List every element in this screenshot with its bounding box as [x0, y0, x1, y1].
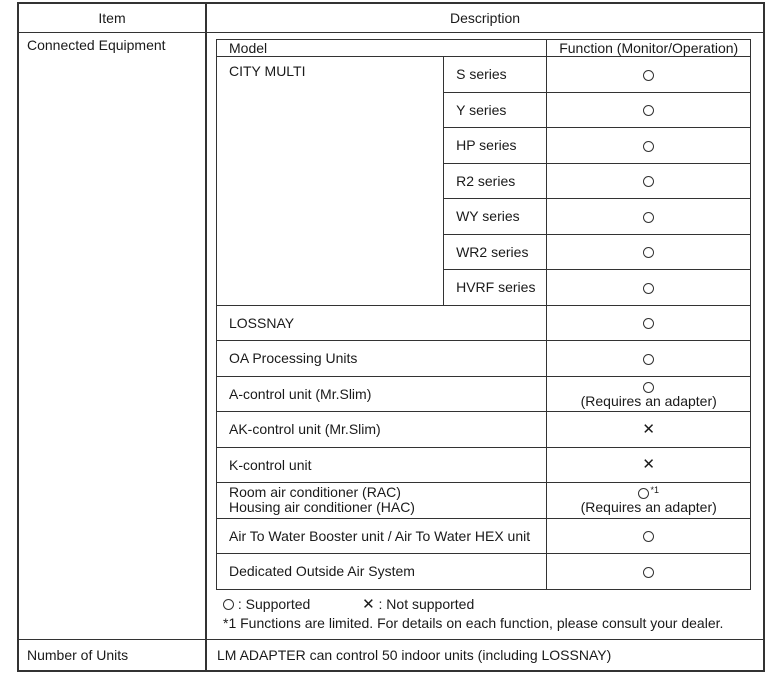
model-name: OA Processing Units: [217, 341, 547, 377]
table-row: [217, 554, 751, 590]
series-name: WY series: [444, 199, 547, 235]
function-cell: [547, 412, 751, 448]
supported-circle-icon: [643, 105, 654, 116]
function-cell: [547, 199, 751, 235]
supported-circle-icon: [638, 488, 649, 499]
adapter-note: (Requires an adapter): [580, 499, 717, 516]
number-of-units-value: LM ADAPTER can control 50 indoor units (including LOSSNAY): [217, 646, 612, 663]
legend-footnote: *1 Functions are limited. For details on each function, please consult your dealer.: [223, 614, 724, 631]
supported-circle-icon: [643, 176, 654, 187]
function-cell: [547, 376, 751, 412]
table-row: [217, 341, 751, 377]
connected-equipment-row: [19, 32, 763, 639]
connected-equipment-description: [207, 33, 763, 639]
function-cell: [547, 447, 751, 483]
function-cell: [547, 270, 751, 306]
supported-circle-icon: [643, 382, 654, 393]
model-name-line1: Room air conditioner (RAC): [229, 484, 401, 501]
city-multi-label: CITY MULTI: [217, 57, 444, 306]
table-row: [217, 376, 751, 412]
model-name: A-control unit (Mr.Slim): [217, 376, 547, 412]
model-name: [217, 483, 547, 519]
not-supported-cross-icon: ✕: [642, 420, 655, 438]
model-header: Model: [217, 40, 547, 57]
item-header: Item: [19, 4, 207, 32]
number-of-units-row: [19, 639, 763, 670]
supported-circle-icon: [643, 70, 654, 81]
not-supported-cross-icon: ✕: [642, 456, 655, 474]
adapter-note: (Requires an adapter): [580, 392, 717, 409]
function-cell: [547, 92, 751, 128]
series-name: Y series: [444, 92, 547, 128]
model-name: AK-control unit (Mr.Slim): [217, 412, 547, 448]
supported-circle-icon: [643, 531, 654, 542]
model-name-line2: Housing air conditioner (HAC): [229, 499, 415, 516]
supported-circle-icon: [643, 318, 654, 329]
supported-circle-icon: [643, 212, 654, 223]
series-name: HVRF series: [444, 270, 547, 306]
legend-not-supported: : Not supported: [378, 595, 475, 612]
series-name: R2 series: [444, 163, 547, 199]
supported-circle-icon: [643, 247, 654, 258]
function-cell: [547, 305, 751, 341]
inner-header-row: [217, 40, 751, 57]
legend: [207, 590, 763, 639]
function-header: Function (Monitor/Operation): [547, 40, 751, 57]
function-cell: [547, 518, 751, 554]
supported-circle-icon: [223, 599, 234, 610]
table-row: [217, 483, 751, 519]
model-name: LOSSNAY: [217, 305, 547, 341]
function-cell: [547, 128, 751, 164]
series-name: S series: [444, 57, 547, 93]
table-row: [217, 305, 751, 341]
connected-equipment-label: Connected Equipment: [19, 33, 207, 639]
function-cell: [547, 554, 751, 590]
footnote-marker: *1: [650, 485, 659, 496]
specification-table: [17, 2, 765, 672]
series-name: HP series: [444, 128, 547, 164]
supported-circle-icon: [643, 283, 654, 294]
model-name: Air To Water Booster unit / Air To Water HEX unit: [217, 518, 547, 554]
equipment-function-table: [216, 39, 751, 590]
function-cell: [547, 234, 751, 270]
function-cell: [547, 341, 751, 377]
function-cell: [547, 483, 751, 519]
table-row: [217, 412, 751, 448]
table-row: [217, 447, 751, 483]
model-name: K-control unit: [217, 447, 547, 483]
legend-supported: : Supported: [237, 595, 311, 612]
function-cell: [547, 163, 751, 199]
supported-circle-icon: [643, 141, 654, 152]
supported-circle-icon: [643, 567, 654, 578]
description-header: Description: [449, 10, 521, 26]
model-name: Dedicated Outside Air System: [217, 554, 547, 590]
number-of-units-label: Number of Units: [19, 640, 207, 670]
not-supported-cross-icon: ✕: [362, 595, 375, 613]
table-row: [217, 57, 751, 93]
supported-circle-icon: [643, 354, 654, 365]
function-cell: [547, 57, 751, 93]
header-row: [19, 4, 763, 32]
table-row: [217, 518, 751, 554]
series-name: WR2 series: [444, 234, 547, 270]
